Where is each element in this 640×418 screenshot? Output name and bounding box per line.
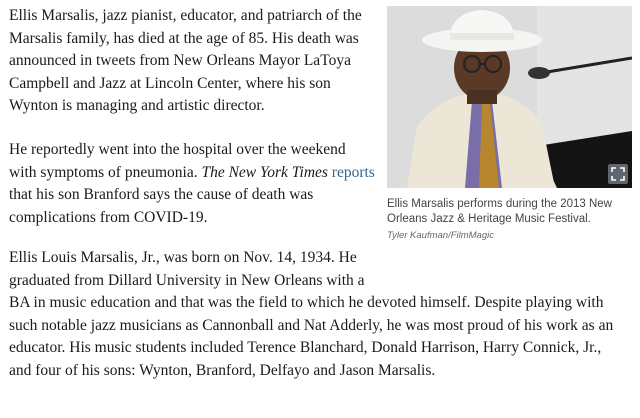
photo-illustration <box>387 6 632 188</box>
paragraph-text: He reportedly went into the hospital over the weekend with symptoms of pneumonia. <box>9 141 346 181</box>
performer-photo <box>387 6 632 188</box>
paragraph-text-wide: BA in music education and that was the field to which he devoted himself. Despite playing with such notable jazz musicians as Cannonball and Nat Adderly, he was most proud of his work as an educator. His music students included Terence Blanchard, Donald Harrison, Harry Connick, Jr., and four of his sons: Wynton, Branford, Delfayo and Jason Marsalis. <box>9 294 614 379</box>
photo-caption: Ellis Marsalis performs during the 2013 New Orleans Jazz & Heritage Music Festival. <box>387 198 612 225</box>
paragraph-text-narrow: Ellis Louis Marsalis, Jr., was born on Nov. 14, 1934. He graduated from Dillard University in New Orleans with a <box>9 249 365 289</box>
expand-icon[interactable] <box>608 164 628 184</box>
expand-arrows-icon <box>608 164 628 184</box>
photo-credit: Tyler Kaufman/FilmMagic <box>387 230 494 241</box>
article-figure <box>387 6 632 241</box>
article-paragraph-2 <box>9 139 377 229</box>
article-paragraph-1: Ellis Marsalis, jazz pianist, educator, and patriarch of the Marsalis family, has died at the age of 85. His death was announced in tweets from New Orleans Mayor LaToya Campbell and Jazz at Lincoln Center, where his son Wynton is managing and artistic director. <box>9 7 362 114</box>
paragraph-text: that his son Branford says the cause of death was complications from COVID-19. <box>9 186 314 226</box>
article-paragraph-3 <box>9 247 619 382</box>
publication-name: The New York Times <box>201 163 328 181</box>
reports-link[interactable]: reports <box>331 163 375 181</box>
